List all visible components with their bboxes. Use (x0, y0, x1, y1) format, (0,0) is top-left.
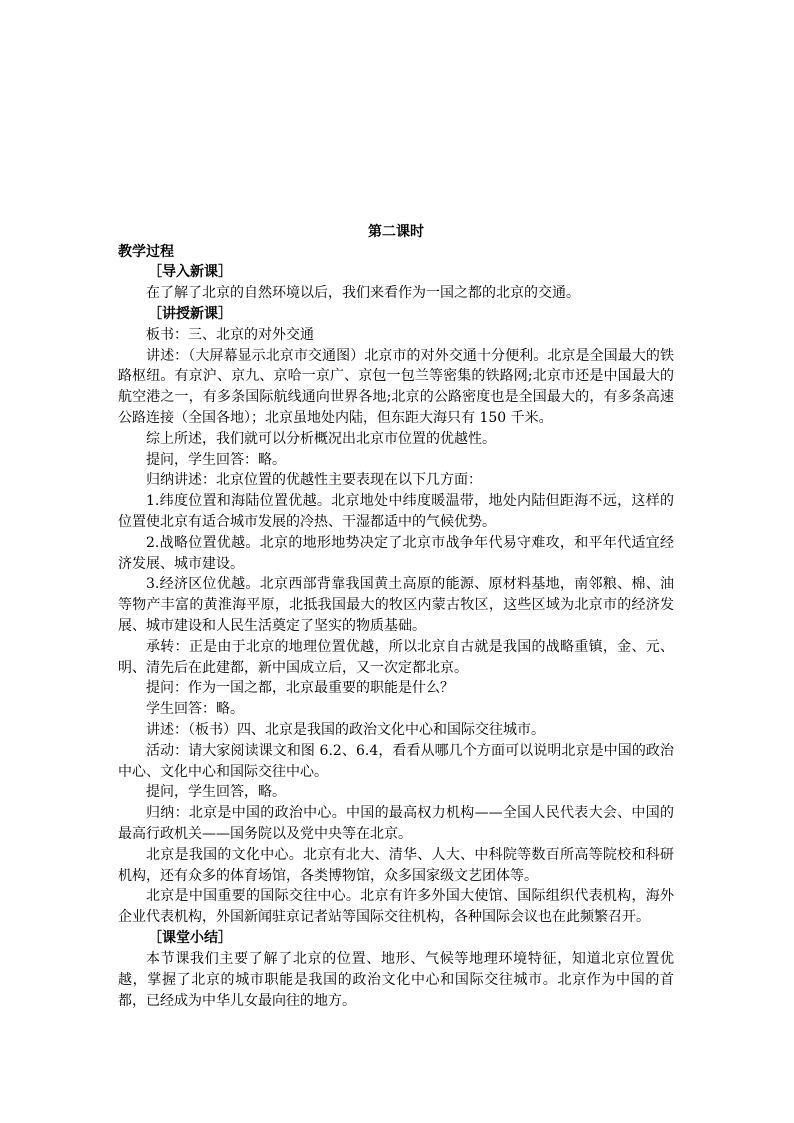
paragraph: 活动：请大家阅读课文和图 6.2、6.4，看看从哪几个方面可以说明北京是中国的政治中心、文化中心和国际交往中心。 (118, 742, 674, 780)
paragraph: 1.纬度位置和海陆位置优越。北京地处中纬度暖温带，地处内陆但距海不远，这样的位置使北京有适合城市发展的冷热、干湿都适中的气候优势。 (118, 493, 674, 530)
paragraph: 提问，学生回答，略。 (146, 784, 286, 801)
paragraph: 学生回答：略。 (146, 701, 244, 718)
paragraph: 讲述：（板书）四、北京是我国的政治文化中心和国际交往城市。 (146, 721, 545, 738)
paragraph: 板书：三、北京的对外交通 (146, 326, 314, 343)
document-page (118, 222, 674, 1011)
paragraph: 提问，学生回答：略。 (146, 451, 286, 468)
paragraph: 北京是我国的文化中心。北京有北大、清华、人大、中科院等数百所高等院校和科研机构，还有众多的体育场馆，各类博物馆，众多国家级文艺团体等。 (118, 846, 674, 884)
paragraph: 归纳讲述：北京位置的优越性主要表现在以下几方面： (146, 472, 482, 489)
lecture-heading: ［讲授新课］ (148, 305, 232, 322)
paragraph: 承转：正是由于北京的地理位置优越，所以北京自古就是我国的战略重镇，金、元、明、清先后在此建都，新中国成立后，又一次定都北京。 (118, 638, 674, 676)
intro-heading: ［导入新课］ (148, 264, 232, 280)
paragraph: 讲述：（大屏幕显示北京市交通图）北京市的对外交通十分便利。北京是全国最大的铁路枢纽。有京沪、京九、京哈一京广、京包一包兰等密集的铁路网;北京市还是中国最大的航空港之一，有多条国际航线通向世界各地;北京的公路密度也是全国最大的，有多条高速公路连接（全国各地）；北京虽地处内陆，但东距大海只有 150 千米。 (118, 347, 674, 426)
intro-paragraph: 在了解了北京的自然环境以后，我们来看作为一国之都的北京的交通。 (146, 285, 580, 301)
paragraph: 归纳：北京是中国的政治中心。中国的最高权力机构——全国人民代表大会、中国的最高行政机关——国务院以及党中央等在北京。 (118, 805, 674, 842)
lesson-title: 第二课时 (368, 224, 424, 240)
paragraph: 北京是中国重要的国际交往中心。北京有许多外国大使馆、国际组织代表机构，海外企业代表机构，外国新闻驻京记者站等国际交往机构，各种国际会议也在此频繁召开。 (118, 888, 674, 926)
summary-heading: ［课堂小结］ (148, 929, 232, 946)
section-heading: 教学过程 (118, 244, 174, 260)
paragraph: 提问：作为一国之都，北京最重要的职能是什么？ (146, 680, 454, 697)
summary-paragraph: 本节课我们主要了解了北京的位置、地形、气候等地理环境特征，知道北京位置优越，掌握了北京的城市职能是我国的政治文化中心和国际交往城市。北京作为中国的首都，已经成为中华儿女最向往的地方。 (118, 950, 674, 1009)
paragraph: 3.经济区位优越。北京西部背靠我国黄土高原的能源、原材料基地，南邻粮、棉、油等物产丰富的黄淮海平原，北抵我国最大的牧区内蒙古牧区，这些区域为北京市的经济发展、城市建设和人民生活奠定了坚实的物质基础。 (118, 576, 674, 634)
paragraph: 2.战略位置优越。北京的地形地势决定了北京市战争年代易守难攻，和平年代适宜经济发展、城市建设。 (118, 534, 674, 572)
paragraph: 综上所述，我们就可以分析概况出北京市位置的优越性。 (146, 430, 496, 447)
